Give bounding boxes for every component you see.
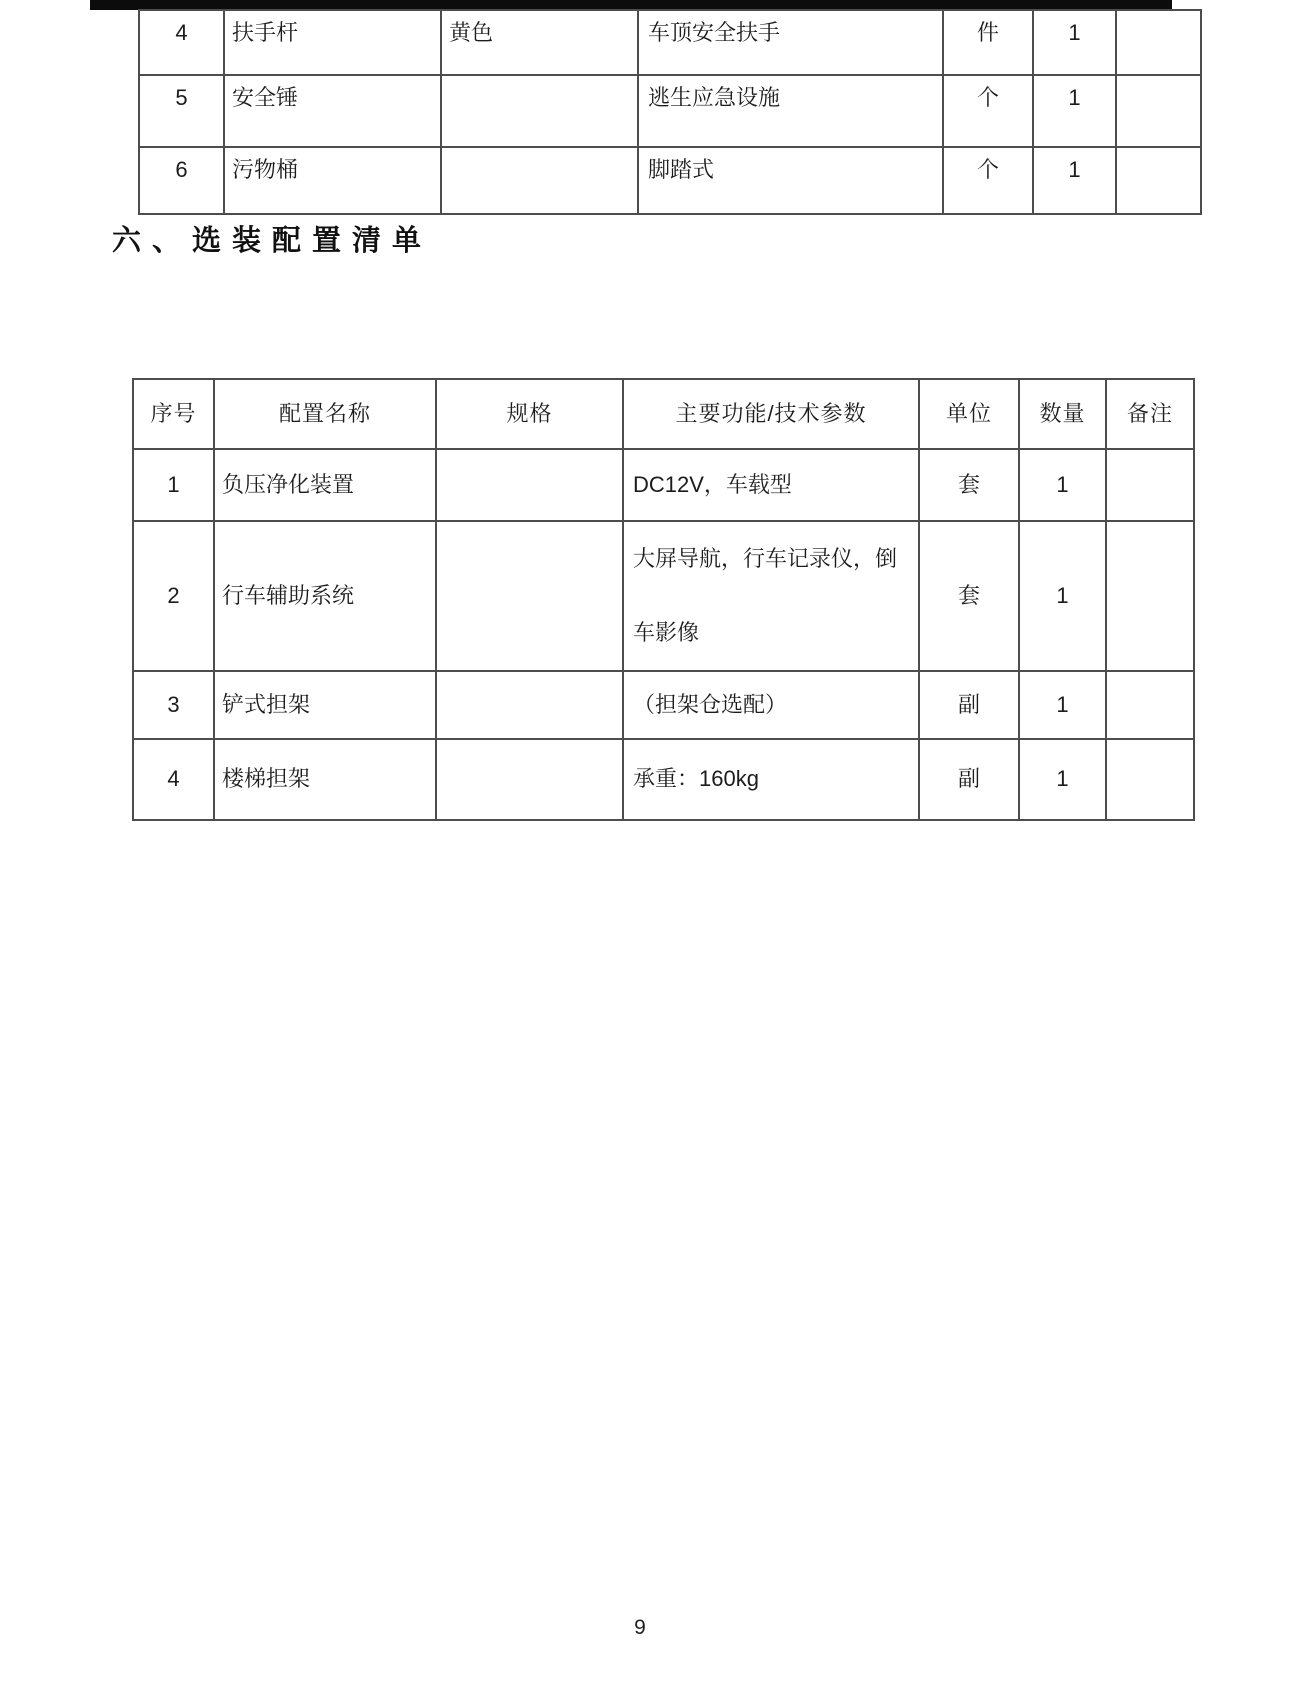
cell-name: 负压净化装置 [214, 449, 436, 521]
standard-config-table-continued [138, 9, 1202, 215]
cell-remark [1106, 449, 1194, 521]
cell-function: （担架仓选配） [623, 671, 919, 739]
cell-spec [441, 147, 638, 214]
cell-remark [1106, 671, 1194, 739]
cell-function: 脚踏式 [638, 147, 943, 214]
cell-remark [1106, 521, 1194, 671]
cell-seq: 2 [133, 521, 214, 671]
cell-qty: 1 [1019, 521, 1106, 671]
table-row [133, 739, 1194, 820]
cell-remark [1106, 739, 1194, 820]
cell-unit: 副 [919, 739, 1019, 820]
cell-seq: 3 [133, 671, 214, 739]
cell-qty: 1 [1033, 147, 1116, 214]
cell-spec [436, 671, 623, 739]
cell-name: 楼梯担架 [214, 739, 436, 820]
cell-name: 铲式担架 [214, 671, 436, 739]
cell-name: 污物桶 [224, 147, 441, 214]
cell-spec: 黄色 [441, 10, 638, 75]
cell-unit: 个 [943, 147, 1033, 214]
table-row [139, 147, 1201, 214]
header-seq: 序号 [133, 379, 214, 449]
cell-remark [1116, 147, 1201, 214]
cell-qty: 1 [1033, 10, 1116, 75]
cell-qty: 1 [1019, 671, 1106, 739]
cell-qty: 1 [1033, 75, 1116, 147]
cell-seq: 1 [133, 449, 214, 521]
cell-unit: 件 [943, 10, 1033, 75]
cell-seq: 4 [133, 739, 214, 820]
cell-spec [436, 739, 623, 820]
cell-spec [436, 449, 623, 521]
header-spec: 规格 [436, 379, 623, 449]
cell-unit: 套 [919, 521, 1019, 671]
cell-qty: 1 [1019, 739, 1106, 820]
header-unit: 单位 [919, 379, 1019, 449]
cell-remark [1116, 75, 1201, 147]
optional-config-table [132, 378, 1195, 821]
cell-name: 行车辅助系统 [214, 521, 436, 671]
cell-spec [441, 75, 638, 147]
table-row [133, 521, 1194, 671]
cell-unit: 副 [919, 671, 1019, 739]
table-row [139, 75, 1201, 147]
cell-spec [436, 521, 623, 671]
header-function: 主要功能/技术参数 [623, 379, 919, 449]
cell-function: DC12V，车载型 [623, 449, 919, 521]
cell-remark [1116, 10, 1201, 75]
page-number: 9 [634, 1616, 646, 1639]
cell-qty: 1 [1019, 449, 1106, 521]
cell-function: 承重：160kg [623, 739, 919, 820]
cell-seq: 5 [139, 75, 224, 147]
cell-seq: 6 [139, 147, 224, 214]
table-row [139, 10, 1201, 75]
cell-seq: 4 [139, 10, 224, 75]
cell-name: 扶手杆 [224, 10, 441, 75]
cell-unit: 套 [919, 449, 1019, 521]
table-row [133, 449, 1194, 521]
header-remark: 备注 [1106, 379, 1194, 449]
cell-function: 逃生应急设施 [638, 75, 943, 147]
cell-function: 车顶安全扶手 [638, 10, 943, 75]
cell-unit: 个 [943, 75, 1033, 147]
table-header-row [133, 379, 1194, 449]
cell-function: 大屏导航，行车记录仪，倒车影像 [623, 521, 919, 671]
table-row [133, 671, 1194, 739]
section-heading: 六、选装配置清单 [112, 225, 433, 257]
cell-name: 安全锤 [224, 75, 441, 147]
header-qty: 数量 [1019, 379, 1106, 449]
header-name: 配置名称 [214, 379, 436, 449]
